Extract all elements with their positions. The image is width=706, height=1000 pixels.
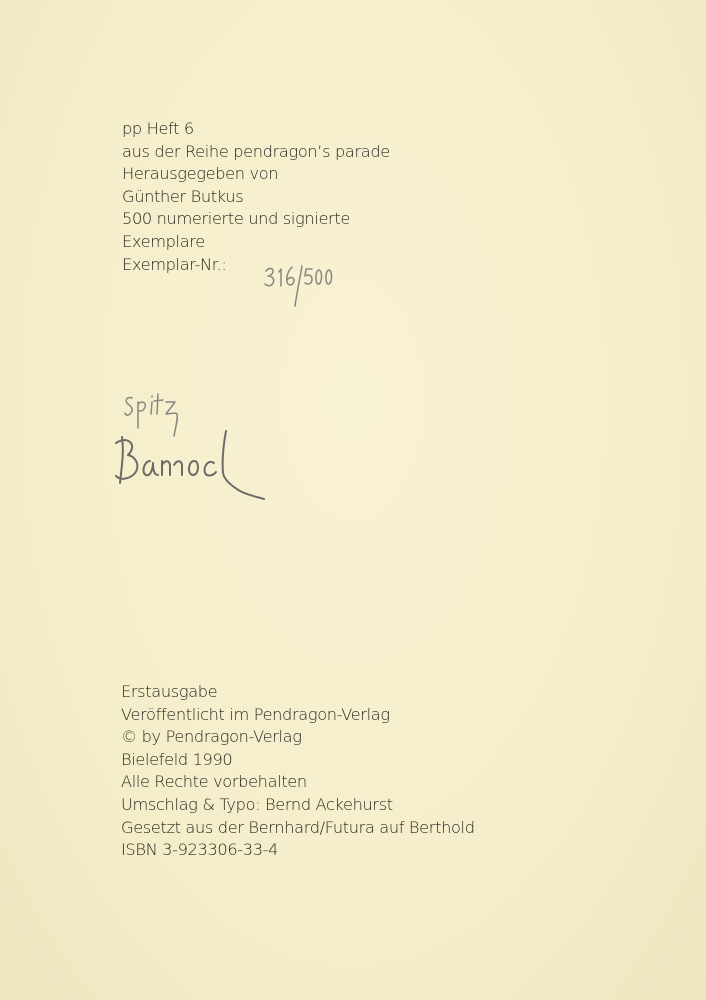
imprint-line-first-edition: Erstausgabe — [121, 682, 218, 701]
imprint-block — [121, 681, 581, 862]
imprint-line-rights: Alle Rechte vorbehalten — [121, 772, 307, 792]
author-signature-drawing — [108, 427, 278, 503]
edition-note: 500 numerierte und signierte — [122, 209, 350, 229]
handwritten-copy-number — [264, 260, 334, 310]
author-signature — [108, 427, 278, 503]
imprint-line-publisher: Veröffentlicht im Pendragon-Verlag — [121, 704, 390, 724]
edition-note-continued: Exemplare — [122, 231, 205, 251]
imprint-line-place-year: Bielefeld 1990 — [121, 749, 233, 769]
imprint-line-design: Umschlag & Typo: Bernd Ackehurst — [121, 794, 393, 814]
copy-number-label: Exemplar-Nr.: — [122, 254, 227, 274]
imprint-line-copyright: © by Pendragon-Verlag — [121, 727, 302, 747]
handwritten-copy-number-drawing — [264, 260, 334, 310]
imprint-line-isbn: ISBN 3-923306-33-4 — [121, 840, 279, 860]
imprint-line-typesetting: Gesetzt aus der Bernhard/Futura auf Berthold — [121, 817, 475, 837]
series-line: aus der Reihe pendragon’s parade — [122, 141, 390, 161]
edition-info-block — [122, 118, 542, 276]
editor-intro: Herausgegeben von — [122, 164, 279, 184]
series-number: pp Heft 6 — [122, 119, 194, 138]
editor-name: Günther Butkus — [122, 186, 244, 206]
